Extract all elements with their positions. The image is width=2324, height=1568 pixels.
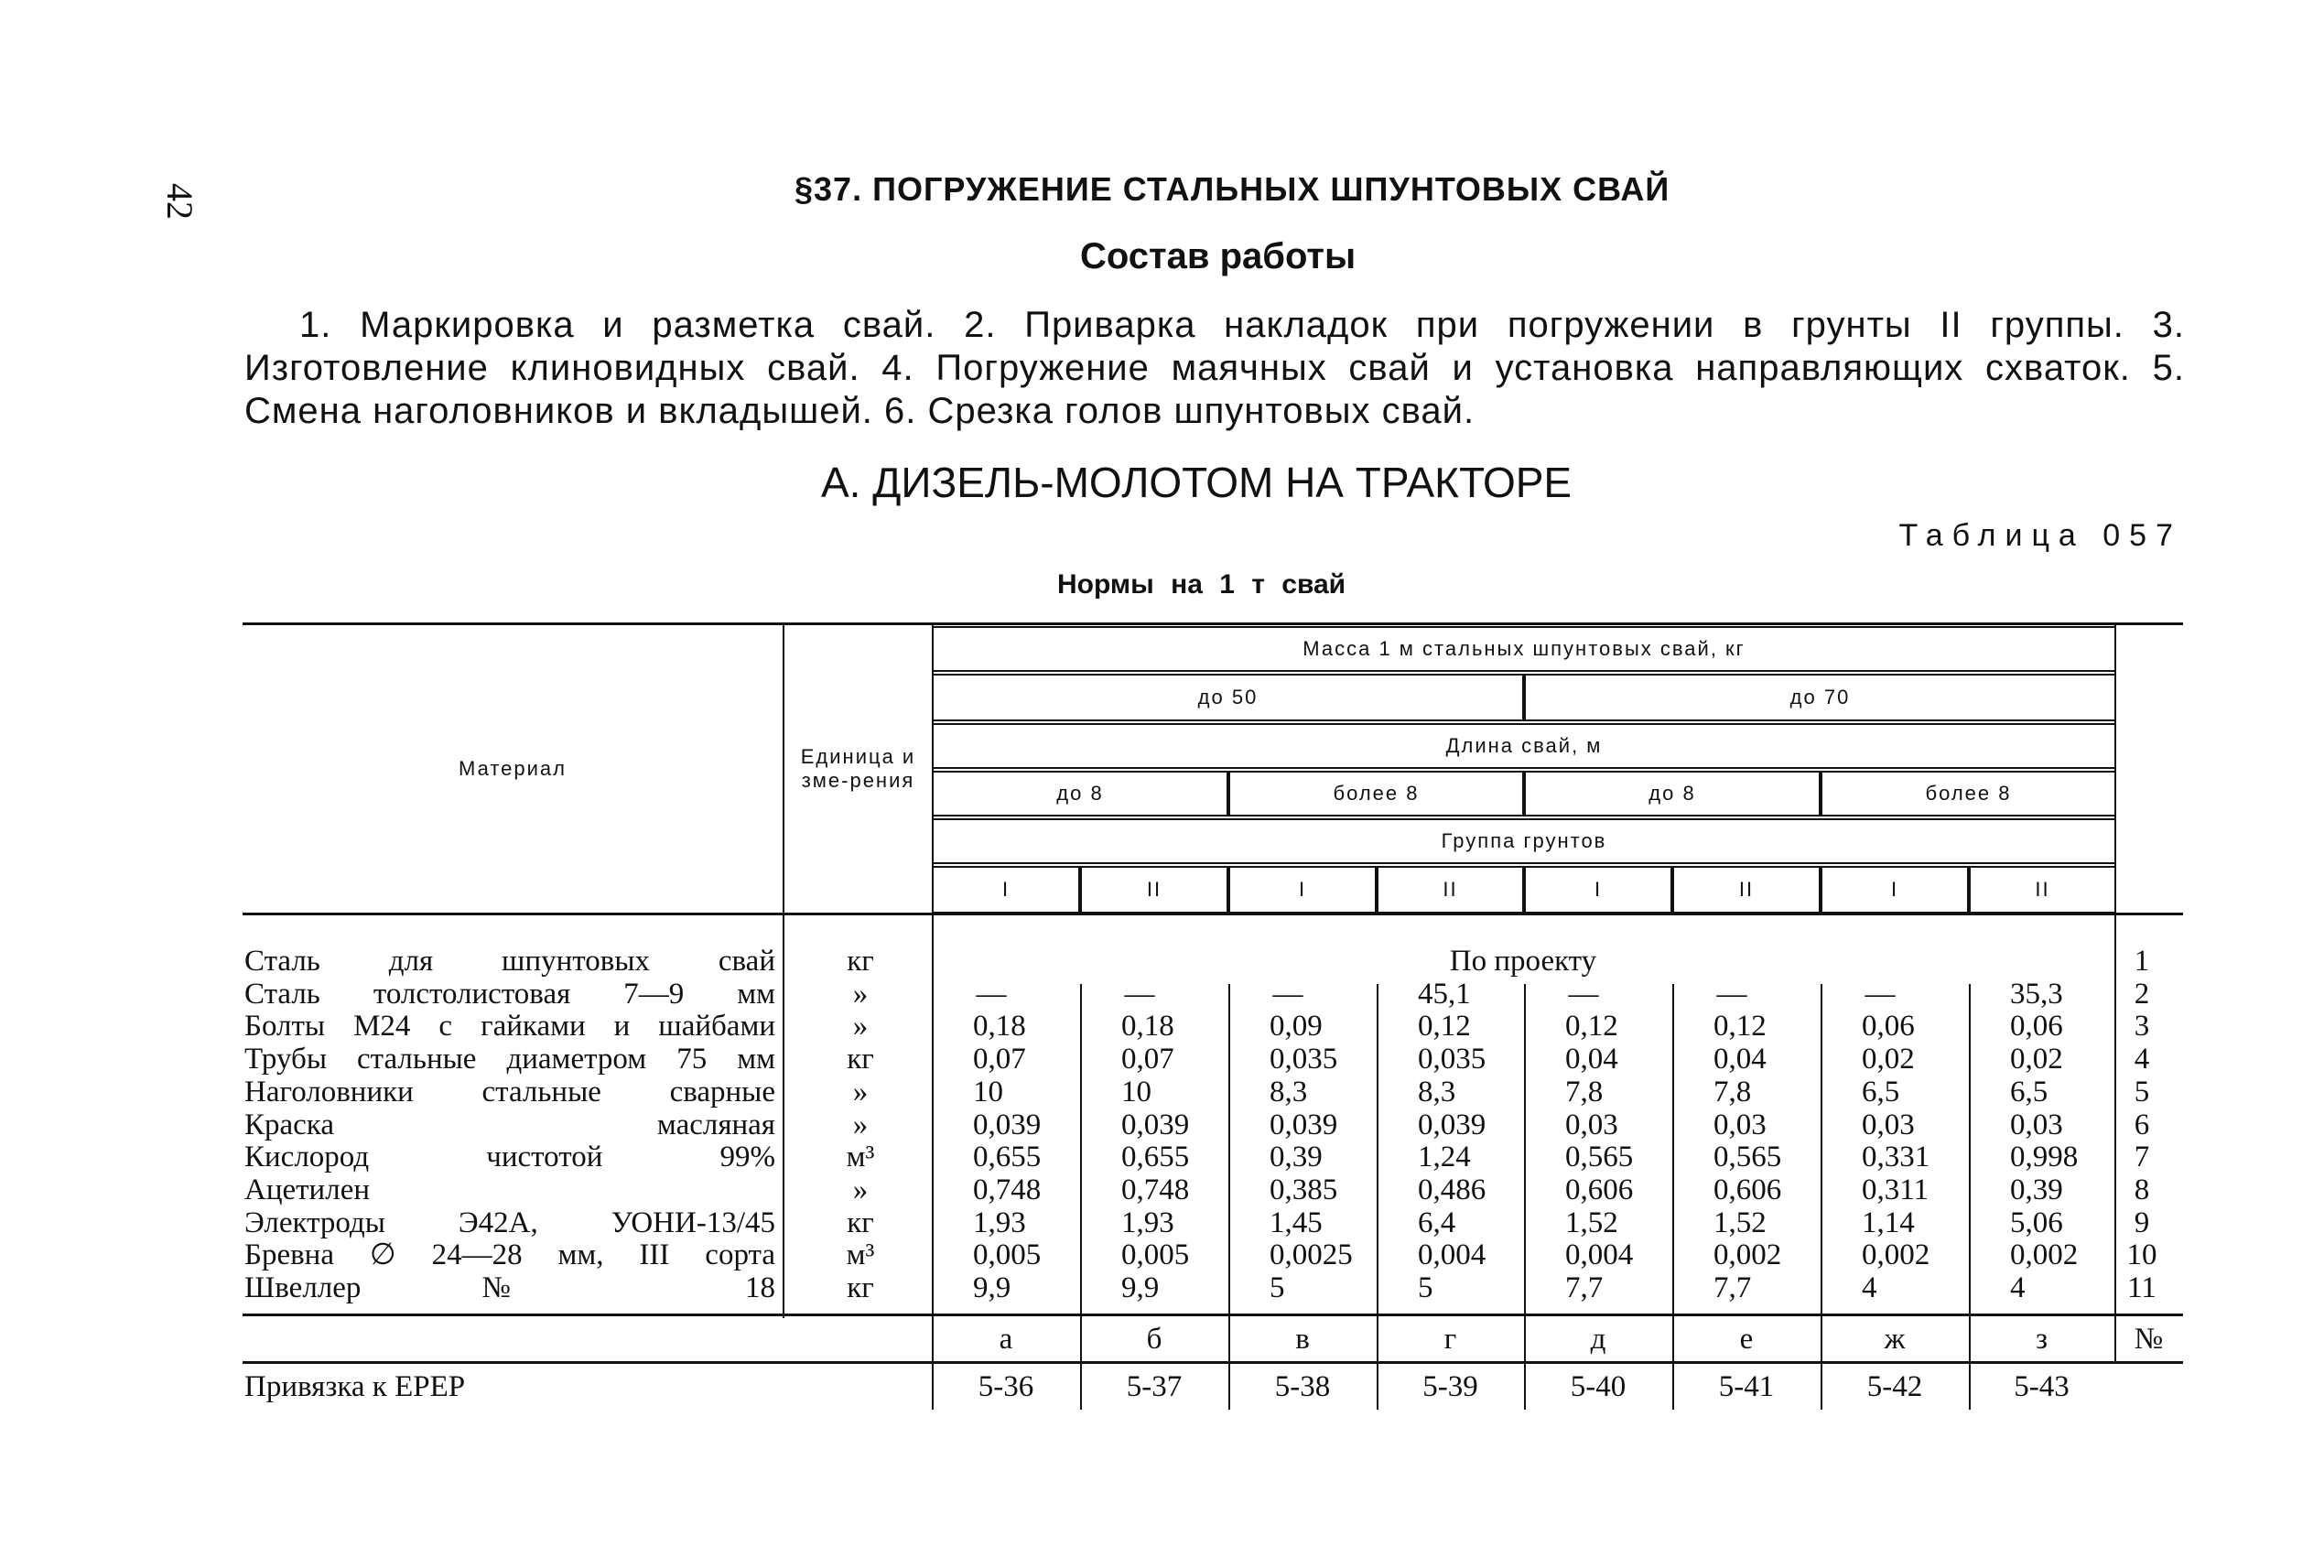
column-letter: б	[1146, 1323, 1162, 1356]
row-value: 7,7	[1713, 1271, 1752, 1304]
row-unit: м³	[846, 1141, 875, 1173]
header-soil-group: II	[1377, 866, 1524, 914]
row-value: 0,004	[1565, 1238, 1634, 1271]
row-material: Краска масляная	[244, 1108, 775, 1141]
row-value: 0,06	[2010, 1010, 2063, 1043]
row-unit: »	[852, 978, 869, 1011]
row-value: —	[976, 978, 1007, 1011]
row-note: По проекту	[1449, 945, 1597, 978]
row-number: 3	[2134, 1010, 2150, 1043]
row-value: 10	[973, 1076, 1003, 1108]
row-number: 11	[2127, 1271, 2156, 1304]
row-number: 10	[2126, 1238, 2157, 1271]
header-length-group-4: более 8	[1821, 771, 2116, 816]
row-value: 7,7	[1565, 1271, 1604, 1304]
row-number: 2	[2134, 978, 2150, 1011]
row-value: 0,39	[2010, 1173, 2063, 1206]
row-material: Электроды Э42А, УОНИ-13/45	[244, 1206, 775, 1239]
letters-bottom-rule	[243, 1361, 2183, 1364]
row-value: 0,0025	[1270, 1238, 1353, 1271]
table-row	[0, 1076, 2324, 1108]
row-value: 5	[1418, 1271, 1433, 1304]
section-title: §37. ПОГРУЖЕНИЕ СТАЛЬНЫХ ШПУНТОВЫХ СВАЙ	[794, 170, 1670, 208]
table-number: Таблица 057	[1898, 518, 2182, 553]
row-value: 0,07	[1121, 1043, 1174, 1076]
row-material: Наголовники стальные сварные	[244, 1076, 775, 1108]
row-value: 0,06	[1862, 1010, 1915, 1043]
row-value: 0,035	[1418, 1043, 1486, 1076]
row-unit: м³	[846, 1238, 875, 1271]
row-value: 45,1	[1418, 978, 1471, 1011]
row-value: 0,655	[973, 1141, 1042, 1173]
row-value: 0,04	[1713, 1043, 1767, 1076]
row-value: —	[1272, 978, 1303, 1011]
table-row	[0, 1207, 2324, 1239]
number-sign: №	[2134, 1323, 2164, 1356]
row-number: 1	[2134, 945, 2150, 978]
row-value: 0,565	[1713, 1141, 1782, 1173]
row-value: 1,52	[1713, 1206, 1767, 1239]
row-value: 0,09	[1270, 1010, 1323, 1043]
row-value: 0,385	[1270, 1173, 1338, 1206]
row-value: 1,93	[1121, 1206, 1174, 1239]
row-value: 4	[2010, 1271, 2026, 1304]
row-value: 0,039	[1270, 1108, 1338, 1141]
row-value: —	[1568, 978, 1599, 1011]
row-material: Бревна ∅ 24—28 мм, III сорта	[244, 1238, 775, 1271]
header-divider	[783, 622, 784, 915]
binding-code: 5-40	[1570, 1370, 1627, 1403]
page-number: 42	[159, 183, 200, 220]
row-value: 1,45	[1270, 1206, 1323, 1239]
row-number: 7	[2134, 1141, 2150, 1173]
row-value: 0,002	[1713, 1238, 1782, 1271]
column-letter: а	[999, 1323, 1013, 1356]
header-length-group-2: более 8	[1228, 771, 1524, 816]
row-value: —	[1124, 978, 1155, 1011]
row-number: 8	[2134, 1173, 2150, 1206]
row-value: 1,24	[1418, 1141, 1471, 1173]
row-value: 0,005	[973, 1238, 1042, 1271]
row-value: 0,002	[1862, 1238, 1930, 1271]
row-value: 6,5	[2010, 1076, 2048, 1108]
header-soil-group: I	[1821, 866, 1969, 914]
header-soil: Группа грунтов	[932, 818, 2116, 864]
row-value: 0,748	[973, 1173, 1042, 1206]
row-value: 8,3	[1418, 1076, 1456, 1108]
table-row	[0, 1109, 2324, 1141]
table-row	[0, 1272, 2324, 1304]
row-value: 0,004	[1418, 1238, 1486, 1271]
table-row	[0, 1239, 2324, 1271]
norms-title: Нормы на 1 т свай	[1057, 569, 1346, 600]
row-value: 0,331	[1862, 1141, 1930, 1173]
table-row	[0, 1174, 2324, 1206]
row-value: 0,606	[1565, 1173, 1634, 1206]
subsection-title: А. ДИЗЕЛЬ-МОЛОТОМ НА ТРАКТОРЕ	[821, 459, 1573, 506]
row-material: Кислород чистотой 99%	[244, 1141, 775, 1173]
row-value: 8,3	[1270, 1076, 1308, 1108]
header-soil-group: I	[932, 866, 1080, 914]
header-unit: Единица изме-рения	[800, 745, 916, 792]
column-letter: г	[1443, 1323, 1457, 1356]
row-unit: »	[852, 1108, 869, 1141]
row-value: 35,3	[2010, 978, 2063, 1011]
row-material: Болты М24 с гайками и шайбами	[244, 1010, 775, 1043]
row-value: 0,039	[1418, 1108, 1486, 1141]
row-unit: кг	[847, 1206, 874, 1239]
table-row	[0, 1011, 2324, 1043]
row-number: 4	[2134, 1043, 2150, 1076]
row-value: —	[1716, 978, 1747, 1011]
binding-code: 5-38	[1274, 1370, 1331, 1403]
header-length: Длина свай, м	[932, 723, 2116, 769]
binding-code: 5-43	[2014, 1370, 2070, 1403]
row-value: 0,606	[1713, 1173, 1782, 1206]
table-row	[0, 946, 2324, 978]
binding-code: 5-36	[978, 1370, 1034, 1403]
body-bottom-rule	[243, 1314, 2183, 1316]
row-value: 1,52	[1565, 1206, 1618, 1239]
work-composition-text: 1. Маркировка и разметка свай. 2. Приварка накладок при погружении в грунты II группы. 3. Изготовление клиновидных свай. 4. Погружение маячных свай и установка направляющих схваток. 5. Смена наголовников и вкладышей. 6. Срезка голов шпунтовых свай.	[244, 305, 2185, 431]
row-unit: »	[852, 1076, 869, 1108]
row-value: 0,02	[2010, 1043, 2063, 1076]
row-value: 0,748	[1121, 1173, 1190, 1206]
row-value: 0,039	[1121, 1108, 1190, 1141]
row-material: Швеллер № 18	[244, 1271, 775, 1304]
row-value: 0,998	[2010, 1141, 2079, 1173]
row-unit: »	[852, 1010, 869, 1043]
row-value: 0,565	[1565, 1141, 1634, 1173]
header-mass: Масса 1 м стальных шпунтовых свай, кг	[932, 626, 2116, 672]
row-value: 9,9	[973, 1271, 1011, 1304]
row-number: 9	[2134, 1206, 2150, 1239]
binding-code: 5-39	[1422, 1370, 1478, 1403]
row-material: Трубы стальные диаметром 75 мм	[244, 1043, 775, 1076]
row-number: 5	[2134, 1076, 2150, 1108]
row-unit: кг	[847, 945, 874, 978]
row-value: 0,03	[1565, 1108, 1618, 1141]
row-material: Сталь толстолистовая 7—9 мм	[244, 978, 775, 1011]
table-row	[0, 1044, 2324, 1076]
header-mass-group-1: до 50	[932, 674, 1524, 721]
header-soil-group: II	[1969, 866, 2116, 914]
header-soil-group: I	[1228, 866, 1377, 914]
binding-code: 5-41	[1718, 1370, 1775, 1403]
row-value: 9,9	[1121, 1271, 1160, 1304]
header-length-group-3: до 8	[1524, 771, 1821, 816]
row-value: 0,035	[1270, 1043, 1338, 1076]
header-soil-group: II	[1672, 866, 1821, 914]
table-row	[0, 979, 2324, 1011]
row-value: 0,12	[1418, 1010, 1471, 1043]
header-soil-group: I	[1524, 866, 1672, 914]
work-composition-title: Состав работы	[1080, 236, 1357, 276]
row-value: 0,655	[1121, 1141, 1190, 1173]
row-value: 10	[1121, 1076, 1151, 1108]
row-value: 0,18	[973, 1010, 1026, 1043]
table-row	[0, 1141, 2324, 1173]
row-material: Сталь для шпунтовых свай	[244, 945, 775, 978]
column-letter: д	[1590, 1323, 1606, 1356]
binding-label: Привязка к ЕРЕР	[244, 1370, 466, 1403]
row-value: 0,005	[1121, 1238, 1190, 1271]
row-value: 0,486	[1418, 1173, 1486, 1206]
row-unit: »	[852, 1173, 869, 1206]
binding-code: 5-42	[1866, 1370, 1923, 1403]
row-value: 7,8	[1713, 1076, 1752, 1108]
row-unit: кг	[847, 1043, 874, 1076]
row-value: 0,039	[973, 1108, 1042, 1141]
row-material: Ацетилен	[244, 1173, 370, 1206]
row-value: 0,04	[1565, 1043, 1618, 1076]
header-material: Материал	[459, 757, 567, 780]
row-value: 7,8	[1565, 1076, 1604, 1108]
row-value: 0,03	[2010, 1108, 2063, 1141]
row-value: 0,18	[1121, 1010, 1174, 1043]
header-mass-group-2: до 70	[1524, 674, 2116, 721]
row-value: 0,002	[2010, 1238, 2079, 1271]
row-value: 0,07	[973, 1043, 1026, 1076]
row-value: 0,12	[1713, 1010, 1767, 1043]
column-letter: з	[2035, 1323, 2048, 1356]
header-soil-group: II	[1080, 866, 1228, 914]
row-value: 0,12	[1565, 1010, 1618, 1043]
row-value: 6,4	[1418, 1206, 1456, 1239]
header-length-group-1: до 8	[932, 771, 1228, 816]
row-value: 0,311	[1862, 1173, 1929, 1206]
row-value: 5	[1270, 1271, 1285, 1304]
row-value: 0,03	[1862, 1108, 1915, 1141]
row-number: 6	[2134, 1108, 2150, 1141]
column-letter: ж	[1884, 1323, 1906, 1356]
row-value: 0,03	[1713, 1108, 1767, 1141]
row-value: 0,39	[1270, 1141, 1323, 1173]
row-value: 5,06	[2010, 1206, 2063, 1239]
row-value: 4	[1862, 1271, 1877, 1304]
row-value: 6,5	[1862, 1076, 1900, 1108]
row-value: 0,02	[1862, 1043, 1915, 1076]
binding-code: 5-37	[1126, 1370, 1183, 1403]
row-unit: кг	[847, 1271, 874, 1304]
row-value: 1,14	[1862, 1206, 1915, 1239]
row-value: —	[1865, 978, 1896, 1011]
column-letter: в	[1295, 1323, 1310, 1356]
column-letter: е	[1739, 1323, 1754, 1356]
row-value: 1,93	[973, 1206, 1026, 1239]
